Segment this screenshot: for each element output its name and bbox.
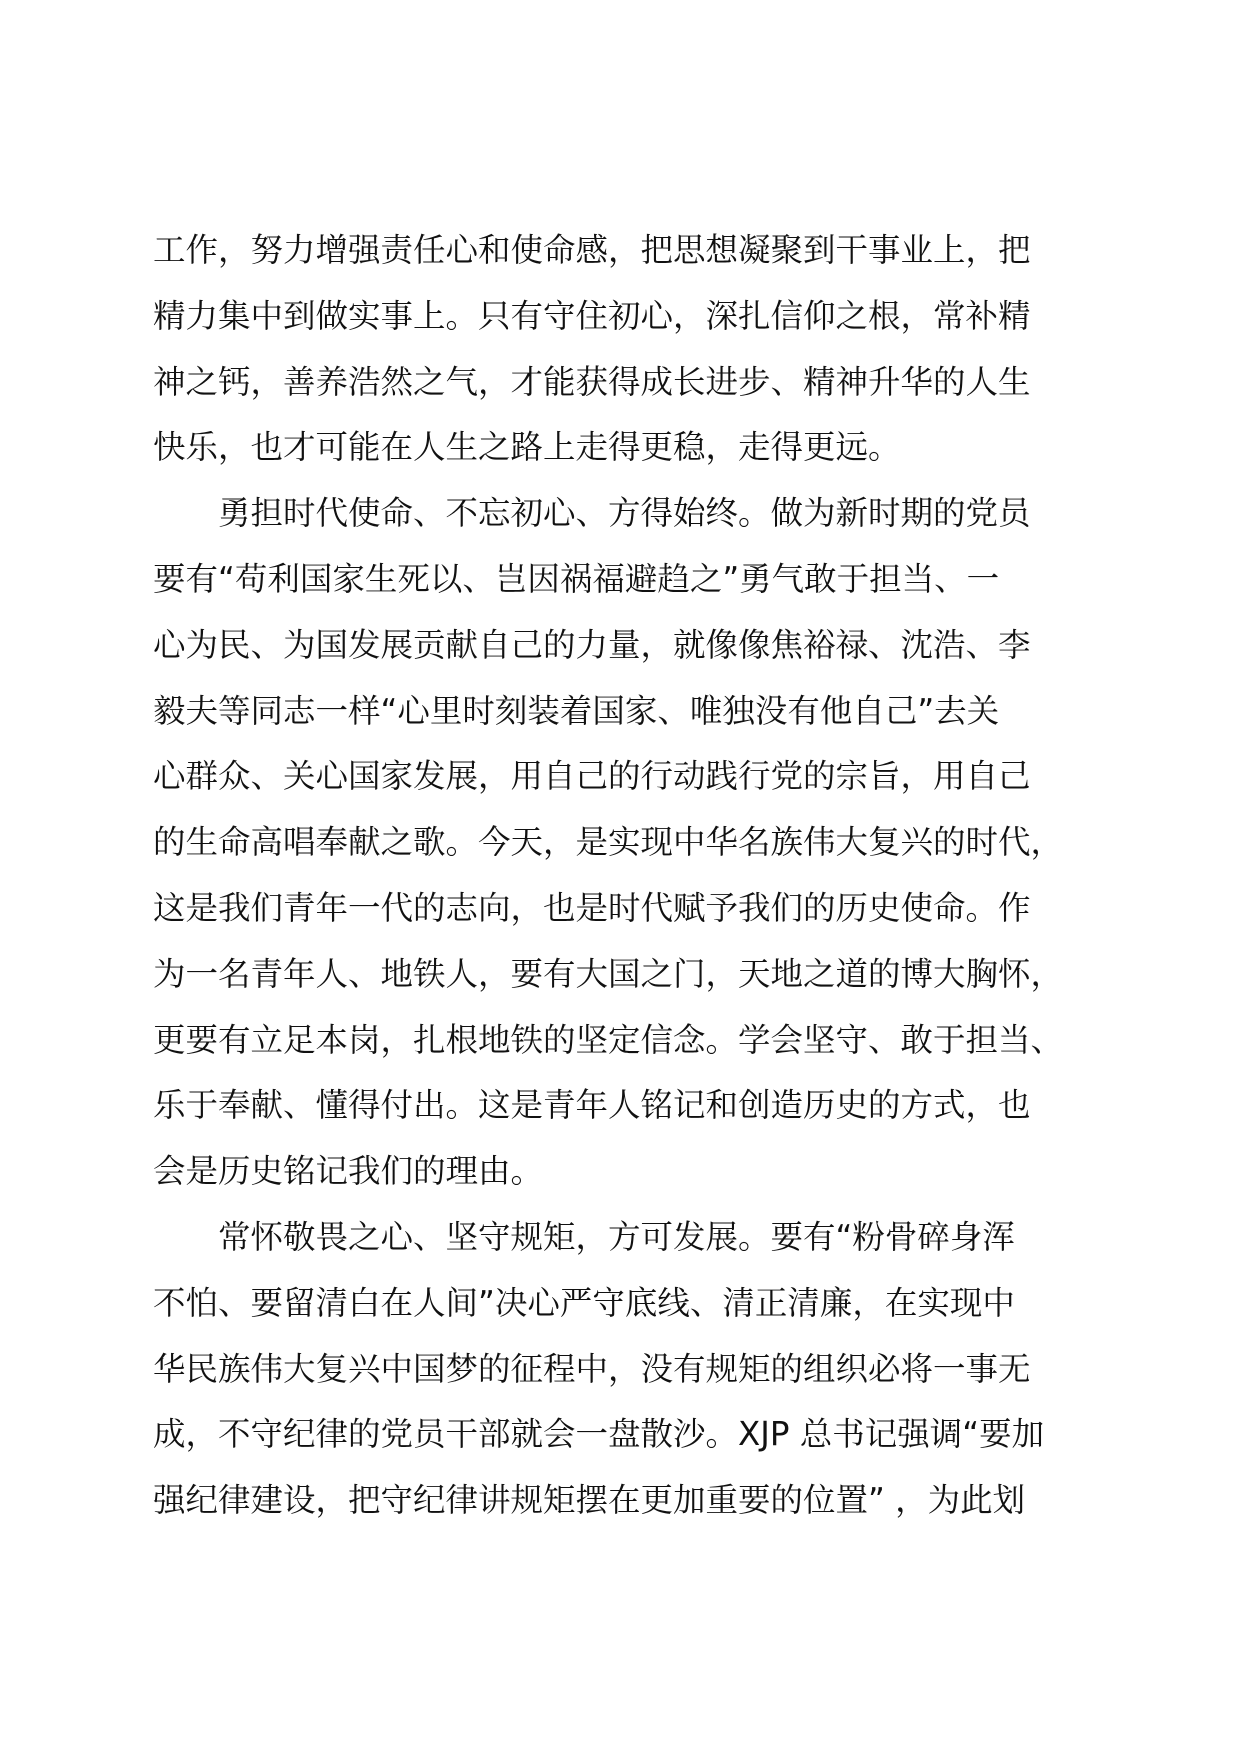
paragraph-1	[153, 218, 1093, 481]
text-line: 要有“苟利国家生死以、岂因祸福避趋之”勇气敢于担当、一	[153, 559, 1000, 598]
text-line: 毅夫等同志一样“心里时刻装着国家、唯独没有他自己”去关	[153, 691, 1000, 730]
text-line: 快乐，也才可能在人生之路上走得更稳，走得更远。	[153, 428, 901, 467]
text-line: 不怕、要留清白在人间”决心严守底线、清正清廉，在实现中	[153, 1283, 1015, 1322]
text-line: 这是我们青年一代的志向，也是时代赋予我们的历史使命。作	[153, 888, 1031, 927]
text-line: 更要有立足本岗，扎根地铁的坚定信念。学会坚守、敢于担当、	[153, 1020, 1064, 1059]
text-line: 成，不守纪律的党员干部就会一盘散沙。XJP 总书记强调“要加	[153, 1415, 1045, 1454]
text-line: 会是历史铭记我们的理由。	[153, 1152, 544, 1191]
text-line: 勇担时代使命、不忘初心、方得始终。做为新时期的党员	[218, 494, 1031, 533]
text-line: 心为民、为国发展贡献自己的力量，就像像焦裕禄、沈浩、李	[153, 625, 1031, 664]
text-line: 强纪律建设，把守纪律讲规矩摆在更加重要的位置” ，为此划	[153, 1481, 1026, 1520]
text-line: 为一名青年人、地铁人，要有大国之门，天地之道的博大胸怀，	[153, 954, 1064, 993]
text-line: 精力集中到做实事上。只有守住初心，深扎信仰之根，常补精	[153, 296, 1031, 335]
text-line: 乐于奉献、懂得付出。这是青年人铭记和创造历史的方式，也	[153, 1086, 1031, 1125]
text-line: 的生命高唱奉献之歌。今天，是实现中华名族伟大复兴的时代，	[153, 823, 1064, 862]
text-line: 神之钙，善养浩然之气，才能获得成长进步、精神升华的人生	[153, 362, 1031, 401]
document-body	[153, 218, 1093, 1534]
paragraph-2	[153, 481, 1093, 1205]
text-line: 华民族伟大复兴中国梦的征程中，没有规矩的组织必将一事无	[153, 1349, 1031, 1388]
text-line: 工作，努力增强责任心和使命感，把思想凝聚到干事业上，把	[153, 231, 1031, 269]
text-line: 常怀敬畏之心、坚守规矩，方可发展。要有“粉骨碎身浑	[218, 1217, 1015, 1256]
paragraph-3	[153, 1205, 1093, 1534]
text-line: 心群众、关心国家发展，用自己的行动践行党的宗旨，用自己	[153, 757, 1031, 796]
